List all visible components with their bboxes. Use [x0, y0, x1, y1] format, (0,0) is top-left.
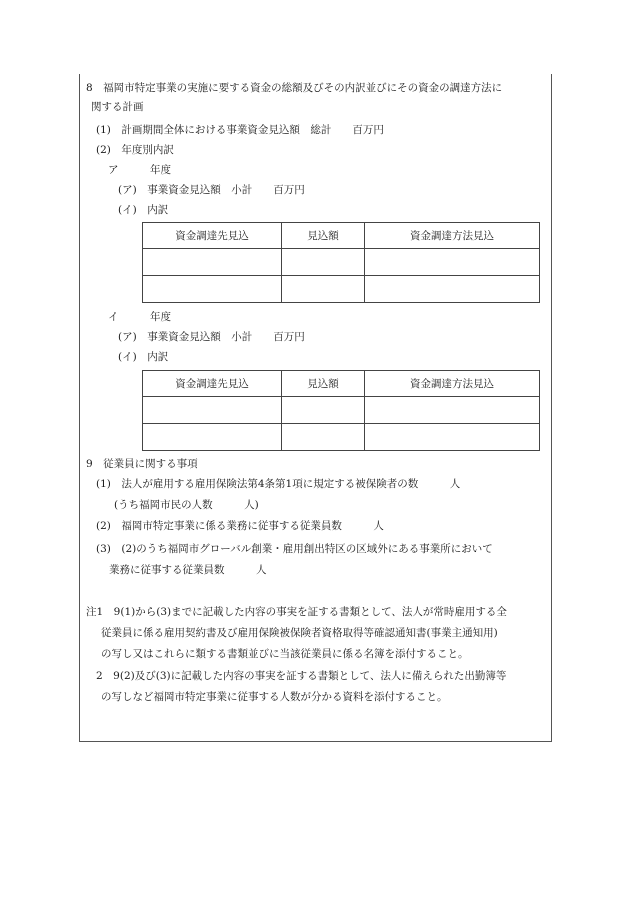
- section9-item3-line2: 業務に従事する従業員数 人: [109, 564, 267, 576]
- section8-title-line2: 関する計画: [91, 101, 144, 113]
- year-block-a-label: ア 年度: [108, 164, 171, 176]
- note1-line3: の写し又はこれらに類する書類並びに当該従業員に係る名簿を添付すること。: [101, 648, 469, 660]
- section8-item1: (1) 計画期間全体における事業資金見込額 総計 百万円: [96, 124, 384, 136]
- table-cell[interactable]: [365, 249, 540, 276]
- table-cell[interactable]: [143, 249, 282, 276]
- table-cell[interactable]: [365, 424, 540, 451]
- year-block-b-label: イ 年度: [108, 311, 171, 323]
- section8-title-line1: 8 福岡市特定事業の実施に要する資金の総額及びその内訳並びにその資金の調達方法に: [86, 82, 503, 94]
- note2-line1: 2 9(2)及び(3)に記載した内容の事実を証する書類として、法人に備えられた出勤簿等: [96, 670, 507, 682]
- header-funding-source: 資金調達先見込: [143, 223, 282, 249]
- header-funding-method: 資金調達方法見込: [365, 223, 540, 249]
- table-cell[interactable]: [365, 397, 540, 424]
- table-cell[interactable]: [143, 397, 282, 424]
- header-estimated-amount: 見込額: [282, 223, 365, 249]
- section9-item3-line1: (3) (2)のうち福岡市グローバル創業・雇用創出特区の区域外にある事業所において: [96, 543, 493, 555]
- note1-line1: 注1 9(1)から(3)までに記載した内容の事実を証する書類として、法人が常時雇用する全: [86, 606, 507, 618]
- section9-item2: (2) 福岡市特定事業に係る業務に従事する従業員数 人: [96, 520, 384, 532]
- note1-line2: 従業員に係る雇用契約書及び雇用保険被保険者資格取得等確認通知書(事業主通知用): [101, 627, 498, 639]
- table-cell[interactable]: [282, 249, 365, 276]
- year-block-a-subtotal: (ア) 事業資金見込額 小計 百万円: [118, 184, 305, 196]
- table-cell[interactable]: [143, 424, 282, 451]
- year-block-b-subtotal: (ア) 事業資金見込額 小計 百万円: [118, 331, 305, 343]
- table-cell[interactable]: [282, 276, 365, 303]
- table-cell[interactable]: [282, 397, 365, 424]
- section9-item1-sub: (うち福岡市民の人数 人): [114, 499, 259, 511]
- table-cell[interactable]: [365, 276, 540, 303]
- header-estimated-amount: 見込額: [282, 371, 365, 397]
- year-block-a-detail: (イ) 内訳: [118, 204, 169, 216]
- note2-line2: の写しなど福岡市特定事業に従事する人数が分かる資料を添付すること。: [101, 691, 448, 703]
- header-funding-source: 資金調達先見込: [143, 371, 282, 397]
- table-row: [143, 424, 540, 451]
- year-block-b-detail: (イ) 内訳: [118, 351, 169, 363]
- table-row: [143, 249, 540, 276]
- section9-item1: (1) 法人が雇用する雇用保険法第4条第1項に規定する被保険者の数 人: [96, 478, 461, 490]
- table-row: [143, 276, 540, 303]
- funding-table-b: [142, 370, 540, 451]
- funding-table-a: [142, 222, 540, 303]
- header-funding-method: 資金調達方法見込: [365, 371, 540, 397]
- section8-item2: (2) 年度別内訳: [96, 144, 174, 156]
- section9-title: 9 従業員に関する事項: [86, 458, 198, 470]
- table-row: [143, 397, 540, 424]
- table-cell[interactable]: [143, 276, 282, 303]
- table-cell[interactable]: [282, 424, 365, 451]
